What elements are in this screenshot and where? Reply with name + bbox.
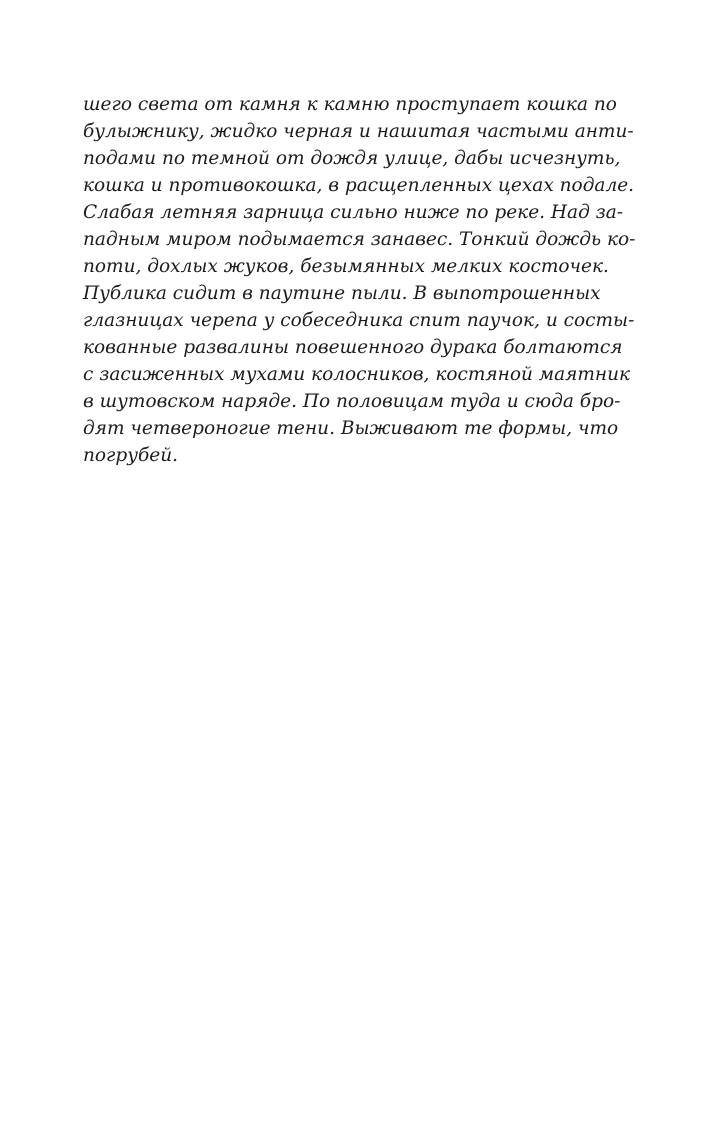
text-line: булыжнику, жидко черная и нашитая частыми анти- [83, 121, 634, 142]
text-line: Слабая летняя зарница сильно ниже по реке. Над за- [83, 202, 624, 223]
text-line: в шутовском наряде. По половицам туда и сюда бро- [83, 391, 621, 412]
text-line: глазницах черепа у собеседника спит паучок, и состы- [83, 310, 635, 331]
text-line: поти, дохлых жуков, безымянных мелких косточек. [83, 256, 609, 277]
text-line: подами по темной от дождя улице, дабы исчезнуть, [83, 148, 621, 169]
text-line: Публика сидит в паутине пыли. В выпотрошенных [83, 283, 601, 304]
text-line: падным миром подымается занавес. Тонкий дождь ко- [83, 229, 636, 250]
body-paragraph [83, 91, 636, 469]
text-line: шего света от камня к камню проступает кошка по [83, 94, 617, 115]
text-line: дят четвероногие тени. Выживают те формы, что [83, 418, 619, 439]
text-line-last: погрубей. [83, 445, 179, 466]
text-line: кованные развалины повешенного дурака болтаются [83, 337, 623, 358]
text-line: кошка и противокошка, в расщепленных цехах подале. [83, 175, 635, 196]
text-line: с засиженных мухами колосников, костяной маятник [83, 364, 631, 385]
